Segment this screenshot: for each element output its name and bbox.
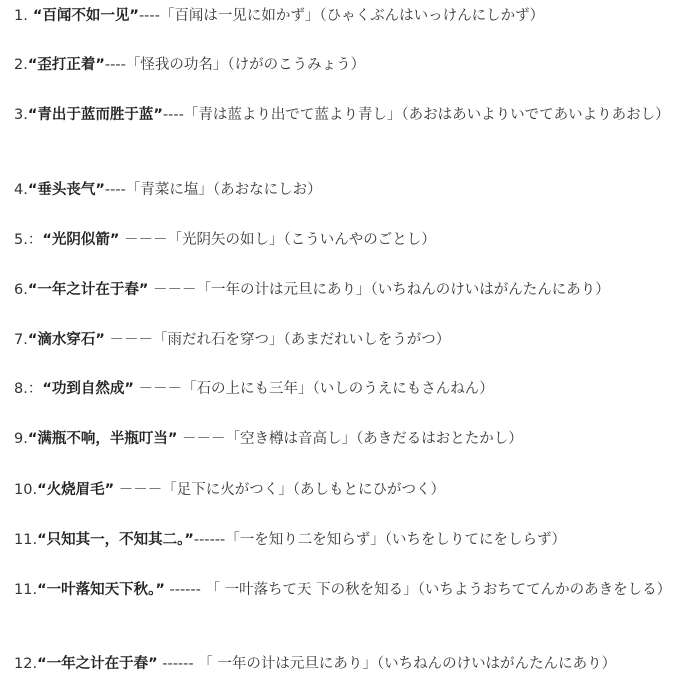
japanese-proverb: 「怪我の功名」 bbox=[125, 57, 228, 73]
entry-number: 10. bbox=[14, 482, 38, 498]
entry-number: 11. bbox=[14, 532, 38, 548]
separator: ---- bbox=[104, 182, 126, 198]
chinese-proverb: “火烧眉毛” bbox=[37, 482, 115, 498]
japanese-proverb: 「雨だれ石を穿つ」 bbox=[153, 332, 284, 348]
separator: －－－ bbox=[114, 482, 163, 498]
japanese-proverb: 「一を知り二を知らず」 bbox=[225, 532, 385, 548]
chinese-proverb: “一叶落知天下秋。” bbox=[37, 582, 165, 598]
chinese-proverb: “一年之计在于春” bbox=[27, 282, 149, 298]
kana-reading: （あまだれいしをうがつ） bbox=[283, 332, 451, 348]
proverb-entry-3 bbox=[14, 103, 684, 127]
japanese-proverb: 「石の上にも三年」 bbox=[182, 381, 313, 397]
japanese-proverb: 「青菜に塩」 bbox=[125, 182, 213, 198]
separator: －－－ bbox=[104, 332, 154, 348]
kana-reading: （いちをしりてにをしらず） bbox=[384, 532, 567, 548]
entry-number: 11. bbox=[14, 582, 38, 598]
separator: －－－ bbox=[148, 282, 197, 298]
proverb-entry-2 bbox=[14, 53, 684, 77]
chinese-proverb: “歪打正着” bbox=[27, 57, 105, 73]
proverb-entry-7 bbox=[14, 328, 684, 352]
separator: ---- bbox=[138, 8, 160, 24]
entry-number: 1. bbox=[14, 8, 28, 24]
proverb-entry-4 bbox=[14, 178, 684, 202]
separator: ------ bbox=[164, 582, 206, 598]
japanese-proverb: 「 一叶落ちて天 下の秋を知る」 bbox=[205, 582, 418, 598]
entry-number: 12. bbox=[14, 656, 38, 672]
kana-reading: （あおなにしお） bbox=[212, 182, 322, 198]
chinese-proverb: “满瓶不响，半瓶叮当” bbox=[27, 431, 178, 447]
entry-number: 6. bbox=[14, 282, 28, 298]
proverb-entry-11 bbox=[14, 528, 684, 552]
proverb-entry-6 bbox=[14, 278, 684, 302]
chinese-proverb: “垂头丧气” bbox=[27, 182, 105, 198]
chinese-proverb: “功到自然成” bbox=[42, 381, 134, 397]
entry-number: 9. bbox=[14, 431, 28, 447]
kana-reading: （こういんやのごとし） bbox=[283, 232, 436, 248]
chinese-proverb: “光阴似箭” bbox=[42, 232, 120, 248]
entry-number: 8.： bbox=[14, 381, 43, 397]
entry-number: 5.： bbox=[14, 232, 43, 248]
japanese-proverb: 「足下に火がつく」 bbox=[162, 482, 293, 498]
entry-number: 7. bbox=[14, 332, 28, 348]
kana-reading: （けがのこうみょう） bbox=[227, 57, 366, 73]
kana-reading: （あおはあいよりいでてあいよりあおし） bbox=[401, 107, 670, 123]
separator: ---- bbox=[104, 57, 126, 73]
proverb-entry-9 bbox=[14, 427, 684, 451]
japanese-proverb: 「光阴矢の如し」 bbox=[167, 232, 284, 248]
kana-reading: （あきだるはおとたかし） bbox=[356, 431, 523, 447]
entry-number: 4. bbox=[14, 182, 28, 198]
separator: －－－ bbox=[119, 232, 168, 248]
proverb-entry-11b bbox=[14, 578, 684, 602]
entry-number: 3. bbox=[14, 107, 28, 123]
proverb-entry-10 bbox=[14, 478, 684, 502]
kana-reading: （ひゃくぶんはいっけんにしかず） bbox=[319, 8, 545, 24]
proverb-entry-1 bbox=[14, 4, 684, 28]
separator: ---- bbox=[162, 107, 184, 123]
separator: ------ bbox=[193, 532, 226, 548]
proverb-entry-5 bbox=[14, 228, 684, 252]
japanese-proverb: 「一年の计は元旦にあり」 bbox=[196, 282, 371, 298]
proverb-entry-8 bbox=[14, 377, 684, 401]
kana-reading: （いちようおちててんかのあきをしる） bbox=[417, 582, 672, 598]
separator: －－－ bbox=[133, 381, 183, 397]
kana-reading: （いちねんのけいはがんたんにあり） bbox=[370, 282, 610, 298]
chinese-proverb: “滴水穿石” bbox=[27, 332, 105, 348]
chinese-proverb: “百闻不如一见” bbox=[27, 8, 139, 24]
japanese-proverb: 「空き樽は音高し」 bbox=[225, 431, 357, 447]
proverb-entry-12 bbox=[14, 652, 684, 676]
kana-reading: （あしもとにひがつく） bbox=[292, 482, 445, 498]
separator: ------ bbox=[157, 656, 199, 672]
separator: －－－ bbox=[177, 431, 226, 447]
chinese-proverb: “只知其一，不知其二。” bbox=[37, 532, 194, 548]
kana-reading: （いちねんのけいはがんたんにあり） bbox=[376, 656, 617, 672]
japanese-proverb: 「青は蓝より出でて蓝より青し」 bbox=[183, 107, 402, 123]
chinese-proverb: “青出于蓝而胜于蓝” bbox=[27, 107, 163, 123]
japanese-proverb: 「 一年の计は元旦にあり」 bbox=[198, 656, 377, 672]
chinese-proverb: “一年之计在于春” bbox=[37, 656, 158, 672]
entry-number: 2. bbox=[14, 57, 28, 73]
kana-reading: （いしのうえにもさんねん） bbox=[312, 381, 494, 397]
japanese-proverb: 「百闻は一见に如かず」 bbox=[159, 8, 320, 24]
